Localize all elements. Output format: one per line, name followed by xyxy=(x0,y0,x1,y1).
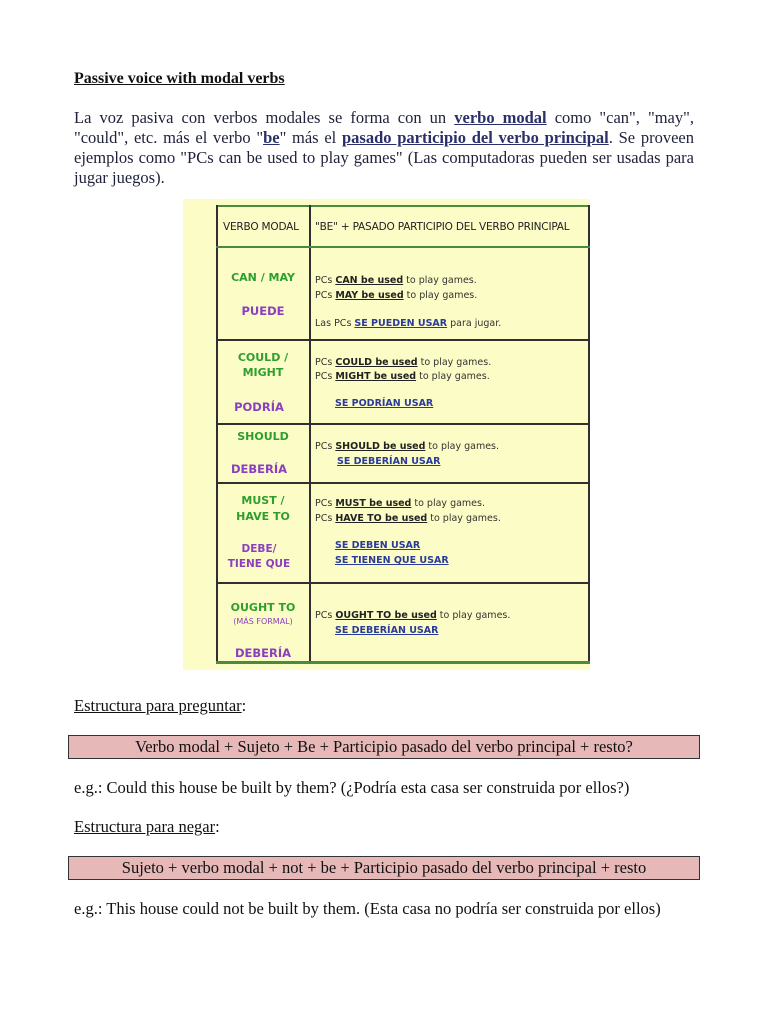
modal-deberia-2: DEBERÍA xyxy=(234,646,292,660)
intro-text-1: La voz pasiva con verbos modales se forma con un xyxy=(74,108,455,127)
example-may: PCs MAY be used to play games. xyxy=(315,290,478,301)
modal-can-may: CAN / MAY xyxy=(231,271,295,284)
intro-text-2: como "can", "may", "could", etc. más el verbo " xyxy=(74,108,694,147)
example-se-podrian: SE PODRÍAN USAR xyxy=(335,398,434,409)
modal-debe: DEBE/ xyxy=(241,543,277,555)
table-header-modal: VERBO MODAL xyxy=(223,221,299,233)
page-title: Passive voice with modal verbs xyxy=(74,70,285,87)
example-se-deberian-2: SE DEBERÍAN USAR xyxy=(335,625,439,636)
intro-text-3: " más el xyxy=(279,128,342,147)
example-could: PCs COULD be used to play games. xyxy=(315,357,492,368)
negative-formula: Sujeto + verbo modal + not + be + Participio pasado del verbo principal + resto xyxy=(68,856,700,880)
modal-puede: PUEDE xyxy=(241,304,285,318)
example-have-to: PCs HAVE TO be used to play games. xyxy=(315,513,501,524)
table-top-border xyxy=(216,205,590,207)
negative-example: e.g.: This house could not be built by them. (Esta casa no podría ser construida por ellos) xyxy=(74,899,661,918)
table-row-divider xyxy=(216,582,590,584)
modal-have-to: HAVE TO xyxy=(236,510,290,523)
modal-should: SHOULD xyxy=(237,430,289,443)
example-se-deberian: SE DEBERÍAN USAR xyxy=(337,456,441,467)
intro-text-4: . Se proveen ejemplos como "PCs can be used to play games" (Las computadoras pueden ser usadas para jugar juegos). xyxy=(74,128,694,187)
example-must: PCs MUST be used to play games. xyxy=(315,498,485,509)
modal-must: MUST / xyxy=(241,494,285,507)
table-header-be: "BE" + PASADO PARTICIPIO DEL VERBO PRINCIPAL xyxy=(315,221,570,233)
table-bottom-border xyxy=(216,661,590,664)
modal-tiene-que: TIENE QUE xyxy=(227,558,291,570)
example-se-tienen: SE TIENEN QUE USAR xyxy=(335,555,449,566)
modal-podria: PODRÍA xyxy=(234,400,284,414)
example-should: PCs SHOULD be used to play games. xyxy=(315,441,500,452)
modal-could: COULD / xyxy=(237,351,289,364)
intro-paragraph xyxy=(74,108,694,188)
example-se-pueden: Las PCs SE PUEDEN USAR para jugar. xyxy=(315,318,502,329)
negative-label: Estructura para negar: xyxy=(74,817,220,836)
modal-verbs-table-image xyxy=(183,199,590,670)
table-right-border xyxy=(588,205,590,664)
table-row-divider xyxy=(216,339,590,341)
modal-deberia: DEBERÍA xyxy=(230,462,288,476)
modal-might: MIGHT xyxy=(242,366,284,379)
question-formula: Verbo modal + Sujeto + Be + Participio pasado del verbo principal + resto? xyxy=(68,735,700,759)
table-row-divider xyxy=(216,423,590,425)
table-header-divider xyxy=(216,246,590,248)
example-can: PCs CAN be used to play games. xyxy=(315,275,477,286)
question-example: e.g.: Could this house be built by them? (¿Podría esta casa ser construida por ellos?) xyxy=(74,778,630,797)
question-label: Estructura para preguntar: xyxy=(74,696,247,715)
example-se-deben: SE DEBEN USAR xyxy=(335,540,421,551)
table-row-divider xyxy=(216,482,590,484)
keyword-be: be xyxy=(263,128,280,147)
modal-ought-to: OUGHT TO xyxy=(230,601,296,614)
keyword-verbo-modal: verbo modal xyxy=(454,108,547,127)
keyword-pasado-participio: pasado participio del verbo principal xyxy=(341,128,609,147)
example-might: PCs MIGHT be used to play games. xyxy=(315,371,490,382)
modal-mas-formal: (MÁS FORMAL) xyxy=(233,617,293,626)
table-column-divider xyxy=(309,205,311,664)
example-ought-to: PCs OUGHT TO be used to play games. xyxy=(315,610,511,621)
